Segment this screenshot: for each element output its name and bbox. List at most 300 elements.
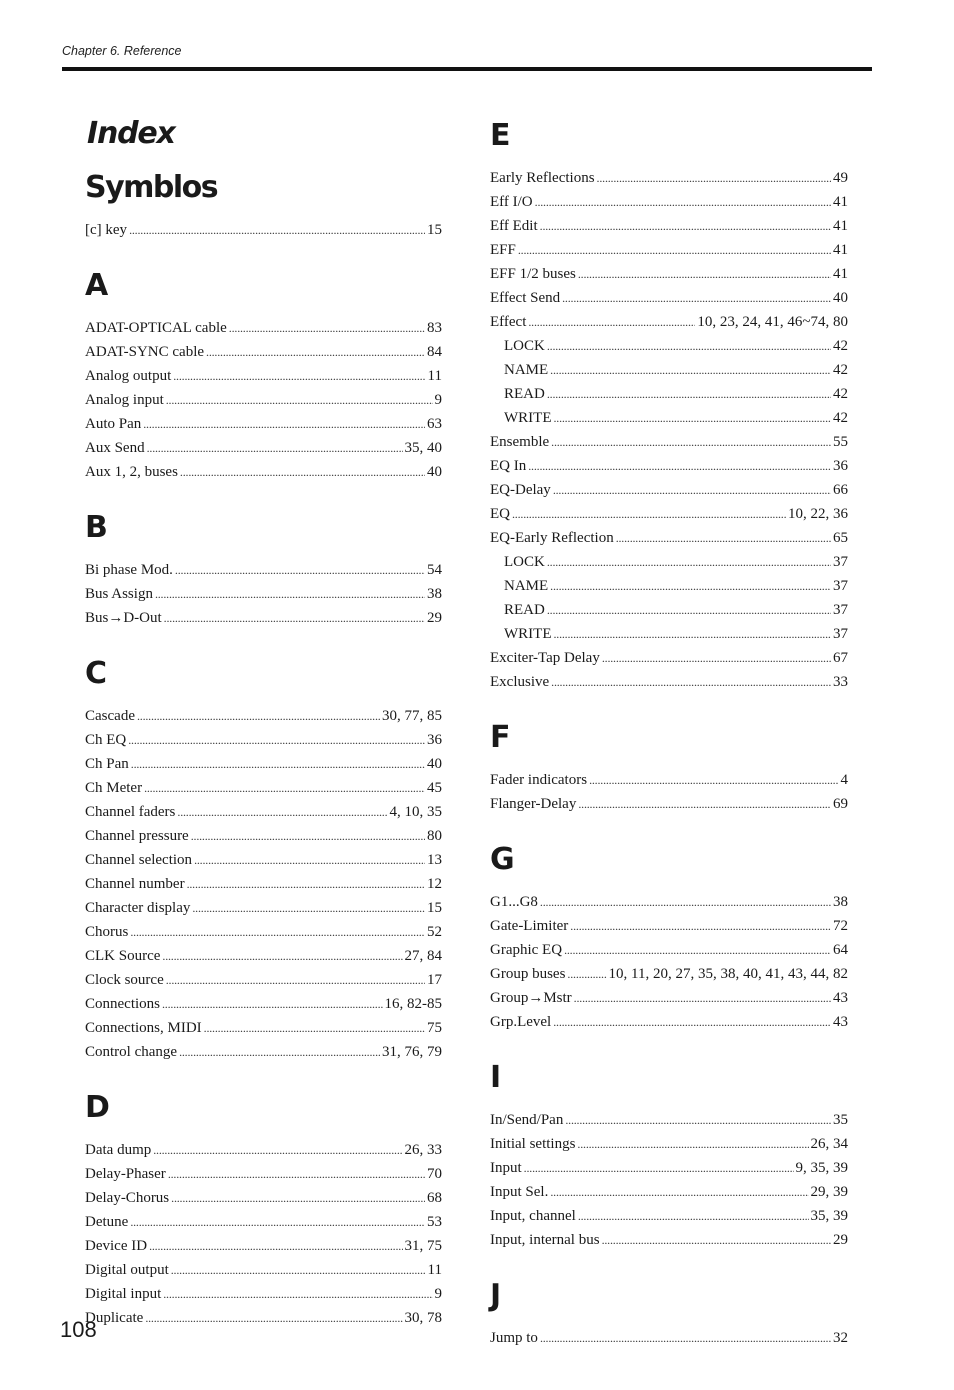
entry-pages: 4, 10, 35: [389, 804, 442, 820]
entry-term: NAME: [504, 578, 549, 594]
entry-pages: 15: [427, 900, 442, 916]
index-entry: [85, 436, 442, 460]
index-entry: [490, 792, 848, 816]
entry-term: Bus Assign: [85, 586, 153, 602]
entry-term: Exclusive: [490, 674, 550, 690]
entry-term: Input, channel: [490, 1208, 576, 1224]
entry-pages: 49: [833, 170, 848, 186]
index-entry: [85, 606, 442, 630]
entry-pages: 41: [833, 194, 848, 210]
index-entry: [85, 1016, 442, 1040]
entry-term: Ch EQ: [85, 732, 127, 748]
index-entry: [85, 728, 442, 752]
entry-term: Channel faders: [85, 804, 176, 820]
index-entry: [490, 406, 848, 430]
index-entry: [85, 1234, 442, 1258]
dot-leader: [168, 1162, 425, 1186]
index-entry: [85, 218, 442, 242]
entry-pages: 29, 39: [810, 1184, 848, 1200]
dot-leader: [578, 1204, 809, 1228]
dot-leader: [166, 968, 425, 992]
entry-pages: 9: [434, 1286, 442, 1302]
entry-term: EQ In: [490, 458, 527, 474]
entry-term: Effect: [490, 314, 527, 330]
entry-pages: 66: [833, 482, 848, 498]
dot-leader: [187, 872, 425, 896]
dot-leader: [553, 622, 831, 646]
entry-term: Ensemble: [490, 434, 550, 450]
entry-pages: 37: [833, 626, 848, 642]
entry-pages: 11: [427, 1262, 442, 1278]
entry-pages: 83: [427, 320, 442, 336]
entry-term: Group→Mstr: [490, 990, 572, 1006]
dot-leader: [535, 190, 831, 214]
right-sections: [490, 114, 848, 1350]
index-entry: [490, 1204, 848, 1228]
entry-pages: 29: [427, 610, 442, 626]
dot-leader: [145, 1306, 402, 1330]
index-section: [490, 838, 848, 1034]
dot-leader: [570, 914, 831, 938]
section-letter: F: [490, 720, 510, 755]
index-entry: [85, 800, 442, 824]
entry-pages: 72: [833, 918, 848, 934]
index-entry: [85, 776, 442, 800]
entry-pages: 10, 11, 20, 27, 35, 38, 40, 41, 43, 44, 82: [608, 966, 848, 982]
dot-leader: [173, 364, 425, 388]
dot-leader: [564, 938, 831, 962]
entry-term: Analog output: [85, 368, 172, 384]
entry-term: Delay-Phaser: [85, 1166, 166, 1182]
dot-leader: [155, 582, 425, 606]
entry-term: EQ-Early Reflection: [490, 530, 614, 546]
index-entry: [490, 550, 848, 574]
index-section: [490, 114, 848, 694]
entry-pages: 70: [427, 1166, 442, 1182]
entry-pages: 40: [427, 464, 442, 480]
index-entry: [490, 190, 848, 214]
dot-leader: [162, 992, 383, 1016]
index-entry: [85, 340, 442, 364]
index-entry: [85, 992, 442, 1016]
dot-leader: [163, 1282, 432, 1306]
dot-leader: [550, 1180, 808, 1204]
dot-leader: [540, 1326, 831, 1350]
entry-pages: 52: [427, 924, 442, 940]
entry-pages: 54: [427, 562, 442, 578]
entry-pages: 55: [833, 434, 848, 450]
entry-term: Bus→D-Out: [85, 610, 162, 626]
entry-pages: 9, 35, 39: [795, 1160, 848, 1176]
index-entry: [490, 1326, 848, 1350]
entry-term: Connections, MIDI: [85, 1020, 202, 1036]
dot-leader: [547, 550, 831, 574]
index-entry: [490, 310, 848, 334]
entry-pages: 29: [833, 1232, 848, 1248]
entry-term: Fader indicators: [490, 772, 588, 788]
entry-term: Graphic EQ: [490, 942, 563, 958]
entry-term: LOCK: [504, 554, 545, 570]
index-right-column: [490, 114, 848, 1350]
entry-pages: 65: [833, 530, 848, 546]
entry-term: Connections: [85, 996, 160, 1012]
index-section: [490, 1056, 848, 1252]
dot-leader: [553, 478, 831, 502]
entry-pages: 80: [427, 828, 442, 844]
section-letter: D: [85, 1090, 109, 1125]
index-entry: [490, 502, 848, 526]
entry-pages: 35, 40: [404, 440, 442, 456]
entry-pages: 4: [840, 772, 848, 788]
entry-pages: 68: [427, 1190, 442, 1206]
entry-pages: 41: [833, 218, 848, 234]
entry-pages: 40: [833, 290, 848, 306]
dot-leader: [171, 1186, 425, 1210]
entry-pages: 37: [833, 602, 848, 618]
dot-leader: [528, 454, 831, 478]
index-entry: [490, 962, 848, 986]
entry-term: Detune: [85, 1214, 129, 1230]
entry-pages: 38: [427, 586, 442, 602]
index-section: [490, 1274, 848, 1350]
index-entry: [85, 558, 442, 582]
entry-term: Ch Meter: [85, 780, 143, 796]
index-entry: [490, 478, 848, 502]
dot-leader: [162, 944, 402, 968]
index-entry: [85, 896, 442, 920]
entry-term: ADAT-SYNC cable: [85, 344, 205, 360]
entry-pages: 9: [434, 392, 442, 408]
dot-leader: [143, 412, 425, 436]
index-entry: [490, 262, 848, 286]
index-title: Index: [87, 116, 175, 151]
entry-term: Channel pressure: [85, 828, 189, 844]
dot-leader: [524, 1156, 794, 1180]
entry-term: EQ-Delay: [490, 482, 551, 498]
index-entry: [490, 1156, 848, 1180]
index-entry: [490, 622, 848, 646]
dot-leader: [149, 1234, 402, 1258]
entry-term: Control change: [85, 1044, 178, 1060]
index-entry: [85, 388, 442, 412]
dot-leader: [528, 310, 695, 334]
entry-term: EFF 1/2 buses: [490, 266, 576, 282]
entry-pages: 67: [833, 650, 848, 666]
index-entry: [85, 1282, 442, 1306]
section-letter: E: [490, 118, 510, 153]
entry-pages: 42: [833, 386, 848, 402]
dot-leader: [192, 896, 425, 920]
entry-pages: 40: [427, 756, 442, 772]
dot-leader: [229, 316, 425, 340]
entry-term: EFF: [490, 242, 516, 258]
entry-pages: 41: [833, 266, 848, 282]
dot-leader: [547, 382, 831, 406]
dot-leader: [206, 340, 425, 364]
entry-term: ADAT-OPTICAL cable: [85, 320, 227, 336]
entry-term: Aux 1, 2, buses: [85, 464, 178, 480]
index-entry: [490, 646, 848, 670]
dot-leader: [565, 1108, 831, 1132]
section-letter: Symblos: [85, 170, 218, 205]
chapter-header: Chapter 6. Reference: [62, 44, 182, 58]
dot-leader: [128, 728, 425, 752]
entry-term: CLK Source: [85, 948, 161, 964]
entry-term: Chorus: [85, 924, 129, 940]
index-entry: [490, 286, 848, 310]
entry-term: WRITE: [504, 410, 552, 426]
index-entry: [85, 460, 442, 484]
entry-term: Early Reflections: [490, 170, 595, 186]
entry-pages: 42: [833, 338, 848, 354]
entry-term: Channel number: [85, 876, 185, 892]
index-entry: [490, 574, 848, 598]
section-letter: I: [490, 1060, 501, 1095]
index-left-column: [85, 114, 442, 1330]
index-entry: [490, 166, 848, 190]
entry-term: Bi phase Mod.: [85, 562, 173, 578]
entry-term: Gate-Limiter: [490, 918, 569, 934]
dot-leader: [204, 1016, 425, 1040]
entry-pages: 26, 34: [810, 1136, 848, 1152]
entry-term: Group buses: [490, 966, 566, 982]
index-entry: [85, 1210, 442, 1234]
dot-leader: [179, 1040, 380, 1064]
index-entry: [490, 670, 848, 694]
entry-term: Input Sel.: [490, 1184, 549, 1200]
entry-pages: 45: [427, 780, 442, 796]
index-entry: [490, 598, 848, 622]
dot-leader: [577, 1132, 808, 1156]
entry-pages: 35, 39: [810, 1208, 848, 1224]
entry-pages: 30, 78: [404, 1310, 442, 1326]
index-entry: [85, 848, 442, 872]
entry-term: READ: [504, 386, 545, 402]
entry-term: G1...G8: [490, 894, 538, 910]
entry-term: [c] key: [85, 222, 128, 238]
entry-pages: 41: [833, 242, 848, 258]
dot-leader: [547, 334, 831, 358]
index-entry: [85, 824, 442, 848]
dot-leader: [547, 598, 831, 622]
dot-leader: [574, 986, 831, 1010]
entry-term: Clock source: [85, 972, 164, 988]
entry-pages: 75: [427, 1020, 442, 1036]
index-entry: [85, 968, 442, 992]
entry-term: Auto Pan: [85, 416, 142, 432]
entry-pages: 10, 23, 24, 41, 46~74, 80: [697, 314, 848, 330]
entry-term: Ch Pan: [85, 756, 129, 772]
index-section: [85, 264, 442, 484]
page-number: 108: [60, 1317, 97, 1342]
dot-leader: [597, 166, 831, 190]
entry-pages: 32: [833, 1330, 848, 1346]
entry-term: Initial settings: [490, 1136, 576, 1152]
entry-pages: 13: [427, 852, 442, 868]
index-entry: [490, 1180, 848, 1204]
dot-leader: [540, 890, 831, 914]
entry-term: Grp.Level: [490, 1014, 552, 1030]
dot-leader: [518, 238, 831, 262]
entry-term: Digital output: [85, 1262, 169, 1278]
index-section: [85, 652, 442, 1064]
entry-pages: 35: [833, 1112, 848, 1128]
index-entry: [490, 1010, 848, 1034]
dot-leader: [153, 1138, 402, 1162]
index-entry: [490, 430, 848, 454]
entry-term: Duplicate: [85, 1310, 144, 1326]
dot-leader: [171, 1258, 426, 1282]
index-entry: [490, 938, 848, 962]
dot-leader: [589, 768, 838, 792]
entry-term: Flanger-Delay: [490, 796, 577, 812]
entry-pages: 12: [427, 876, 442, 892]
entry-term: NAME: [504, 362, 549, 378]
index-entry: [85, 1040, 442, 1064]
dot-leader: [550, 574, 831, 598]
entry-pages: 42: [833, 362, 848, 378]
section-letter: C: [85, 656, 107, 691]
dot-leader: [131, 752, 425, 776]
entry-pages: 33: [833, 674, 848, 690]
entry-term: In/Send/Pan: [490, 1112, 564, 1128]
dot-leader: [191, 824, 425, 848]
entry-term: Exciter-Tap Delay: [490, 650, 600, 666]
index-entry: [490, 768, 848, 792]
index-entry: [490, 382, 848, 406]
dot-leader: [194, 848, 425, 872]
dot-leader: [147, 436, 403, 460]
entry-term: Input, internal bus: [490, 1232, 600, 1248]
index-entry: [85, 752, 442, 776]
index-entry: [85, 364, 442, 388]
entry-term: Analog input: [85, 392, 164, 408]
dot-leader: [130, 920, 425, 944]
entry-term: Input: [490, 1160, 522, 1176]
entry-term: Device ID: [85, 1238, 148, 1254]
index-entry: [85, 944, 442, 968]
dot-leader: [164, 606, 425, 630]
entry-term: LOCK: [504, 338, 545, 354]
index-entry: [490, 238, 848, 262]
entry-term: EQ: [490, 506, 510, 522]
dot-leader: [177, 800, 387, 824]
dot-leader: [550, 358, 831, 382]
index-section: [85, 1086, 442, 1330]
index-entry: [85, 1162, 442, 1186]
entry-term: WRITE: [504, 626, 552, 642]
dot-leader: [540, 214, 831, 238]
section-letter: B: [85, 510, 107, 545]
entry-pages: 69: [833, 796, 848, 812]
dot-leader: [512, 502, 786, 526]
entry-term: Channel selection: [85, 852, 193, 868]
index-entry: [490, 358, 848, 382]
index-entry: [490, 890, 848, 914]
entry-pages: 37: [833, 578, 848, 594]
dot-leader: [567, 962, 606, 986]
index-entry: [490, 914, 848, 938]
index-entry: [85, 412, 442, 436]
dot-leader: [137, 704, 380, 728]
index-entry: [490, 1228, 848, 1252]
dot-leader: [553, 1010, 831, 1034]
dot-leader: [551, 430, 831, 454]
dot-leader: [602, 1228, 831, 1252]
entry-term: Jump to: [490, 1330, 538, 1346]
index-section: [85, 506, 442, 630]
entry-term: READ: [504, 602, 545, 618]
index-section: [85, 166, 442, 242]
entry-pages: 30, 77, 85: [382, 708, 442, 724]
entry-pages: 38: [833, 894, 848, 910]
section-letter: G: [490, 842, 514, 877]
entry-pages: 31, 75: [404, 1238, 442, 1254]
index-entry: [85, 582, 442, 606]
dot-leader: [578, 262, 831, 286]
section-letter: J: [490, 1278, 501, 1313]
index-entry: [85, 1258, 442, 1282]
entry-term: Delay-Chorus: [85, 1190, 170, 1206]
entry-pages: 43: [833, 1014, 848, 1030]
index-entry: [85, 704, 442, 728]
index-entry: [85, 1306, 442, 1330]
entry-pages: 16, 82-85: [384, 996, 442, 1012]
entry-term: Aux Send: [85, 440, 145, 456]
entry-pages: 53: [427, 1214, 442, 1230]
index-entry: [85, 920, 442, 944]
dot-leader: [129, 218, 425, 242]
entry-term: Character display: [85, 900, 191, 916]
entry-pages: 43: [833, 990, 848, 1006]
entry-term: Cascade: [85, 708, 135, 724]
dot-leader: [616, 526, 831, 550]
entry-pages: 11: [427, 368, 442, 384]
index-entry: [85, 1138, 442, 1162]
entry-pages: 84: [427, 344, 442, 360]
index-entry: [490, 1132, 848, 1156]
dot-leader: [175, 558, 425, 582]
dot-leader: [551, 670, 831, 694]
index-entry: [490, 454, 848, 478]
entry-term: Effect Send: [490, 290, 561, 306]
entry-term: Eff I/O: [490, 194, 533, 210]
index-entry: [490, 334, 848, 358]
header-rule: [62, 67, 872, 71]
index-section: [490, 716, 848, 816]
entry-pages: 63: [427, 416, 442, 432]
index-entry: [85, 872, 442, 896]
entry-pages: 27, 84: [404, 948, 442, 964]
dot-leader: [578, 792, 831, 816]
entry-pages: 64: [833, 942, 848, 958]
index-entry: [490, 986, 848, 1010]
entry-pages: 10, 22, 36: [788, 506, 848, 522]
left-sections: [85, 166, 442, 1330]
entry-pages: 15: [427, 222, 442, 238]
entry-pages: 36: [427, 732, 442, 748]
dot-leader: [144, 776, 425, 800]
index-entry: [85, 316, 442, 340]
section-letter: A: [85, 268, 108, 303]
entry-term: Eff Edit: [490, 218, 538, 234]
index-entry: [85, 1186, 442, 1210]
index-entry: [490, 526, 848, 550]
entry-term: Data dump: [85, 1142, 152, 1158]
index-entry: [490, 214, 848, 238]
entry-pages: 26, 33: [404, 1142, 442, 1158]
dot-leader: [602, 646, 831, 670]
